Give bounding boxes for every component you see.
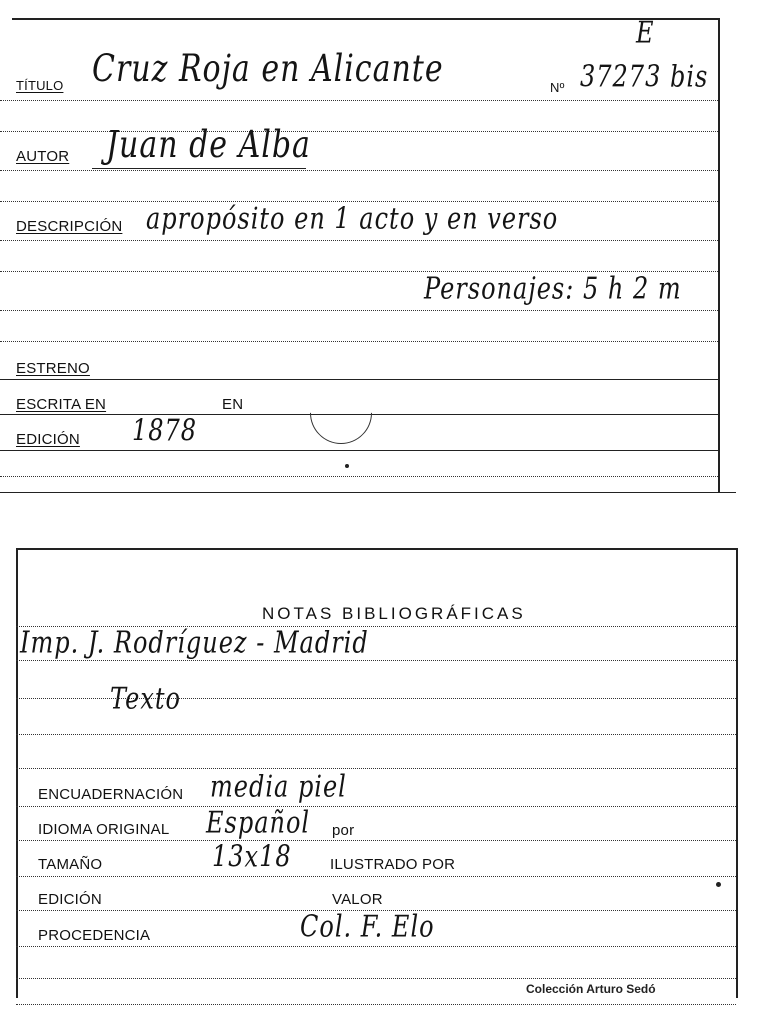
rule xyxy=(16,876,736,877)
rule xyxy=(16,734,736,735)
tamano-label: TAMAÑO xyxy=(38,856,103,873)
rule xyxy=(0,341,718,342)
en-label: EN xyxy=(222,396,244,413)
ilustrado-label: ILUSTRADO POR xyxy=(330,856,456,873)
rule xyxy=(0,476,718,477)
numero-value: 37273 bis xyxy=(580,59,709,94)
titulo-value: Cruz Roja en Alicante xyxy=(92,47,444,91)
notas-heading: NOTAS BIBLIOGRÁFICAS xyxy=(262,604,526,623)
speck xyxy=(716,882,721,887)
personajes-value: Personajes: 5 h 2 m xyxy=(424,271,682,306)
rule xyxy=(0,240,718,241)
collection-credit: Colección Arturo Sedó xyxy=(526,982,656,996)
catalog-card-front xyxy=(0,0,759,500)
edicion-label: EDICIÓN xyxy=(16,431,80,448)
rule xyxy=(16,978,736,979)
punch-hole xyxy=(297,369,385,457)
valor-label: VALOR xyxy=(332,891,383,908)
card-right-edge xyxy=(736,548,738,998)
rule xyxy=(16,806,736,807)
card-top-edge xyxy=(16,548,738,550)
rule xyxy=(16,840,736,841)
procedencia-value: Col. F. Elo xyxy=(300,909,435,944)
tamano-value: 13x18 xyxy=(212,839,292,874)
autor-underline xyxy=(92,168,306,169)
rule xyxy=(0,379,718,380)
autor-value: Juan de Alba xyxy=(106,123,311,167)
idioma-label: IDIOMA ORIGINAL xyxy=(38,821,170,838)
card-right-edge xyxy=(718,18,720,493)
procedencia-label: PROCEDENCIA xyxy=(38,927,151,944)
speck xyxy=(345,464,349,468)
por-label: por xyxy=(332,822,355,839)
rule xyxy=(16,768,736,769)
card-top-edge xyxy=(12,18,720,20)
catalog-card-back xyxy=(0,540,759,1028)
rule xyxy=(0,100,718,101)
numero-label: Nº xyxy=(550,80,565,95)
rule xyxy=(16,698,736,699)
escrita-en-label: ESCRITA EN xyxy=(16,396,107,413)
card-bottom-edge xyxy=(0,492,736,493)
idioma-value: Español xyxy=(206,805,311,840)
card-bottom-edge xyxy=(16,1004,736,1005)
corner-mark: E xyxy=(636,15,655,50)
titulo-label: TÍTULO xyxy=(16,78,64,93)
rule xyxy=(16,660,736,661)
encuadernacion-label: ENCUADERNACIÓN xyxy=(38,786,184,803)
edicion-label-bottom: EDICIÓN xyxy=(38,891,102,908)
autor-label: AUTOR xyxy=(16,148,70,165)
notes-line-2: Texto xyxy=(110,681,181,716)
rule xyxy=(0,170,718,171)
rule xyxy=(0,310,718,311)
card-left-edge xyxy=(16,548,18,998)
estreno-label: ESTRENO xyxy=(16,360,90,377)
edicion-value: 1878 xyxy=(132,413,198,448)
rule xyxy=(16,946,736,947)
rule xyxy=(0,450,718,451)
encuadernacion-value: media piel xyxy=(210,769,347,804)
descripcion-value: apropósito en 1 acto y en verso xyxy=(146,201,559,236)
descripcion-label: DESCRIPCIÓN xyxy=(16,218,123,235)
notes-line-1: Imp. J. Rodríguez - Madrid xyxy=(20,625,369,660)
